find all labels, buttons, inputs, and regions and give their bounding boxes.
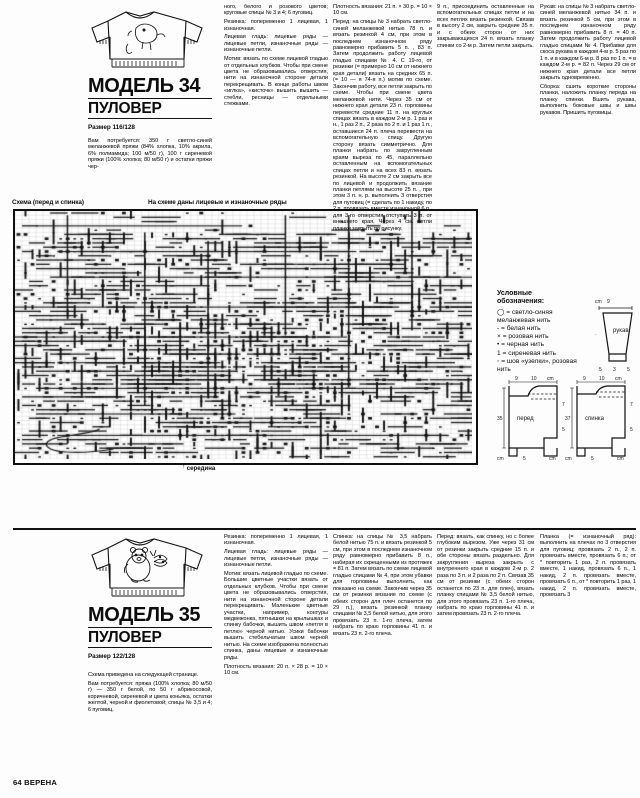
model34-column-3: Плотность вязания: 21 п. × 30 р. = 10 × 10 см. Перед: на спицы № 3 набрать светло-синей меланжевой нитью 78 п. и вязать резинкой 4 см, при этом в последнем изнаночном ряду равномерно прибавить 5 п. , 83 п. Затем продолжить работу лицевой гладью спицами № 4. С 19-го, от резинки (= примерно 10 см от нижнего края детали) вязать на средних 65 п. (= 10 — я 74-я п.) мотив по схеме. Закончив работу, все петли закрыть по схеме. Чтобы при смене цвета меланжевой нити. Через 35 см от нижнего края детали 23 п. горловины перевести средние 11 п. на круглых спицах вязать в каждом 2-м р. 1 раз и н., 1 раз 2 п., 2 раза по 2 п. и 1 раз 1 п., оставшиеся 24 п. плеча перевести на вспомогательную спицу. Другую сторону вязать симметрично. Для планки набрать по закругленным краям выреза по 45, параллельно оставленным на вспомогательных спицах петли и на всех 83 п. вязать резинкой. На высоте 2 см закрыть все по лицевой и продолжить вязание планки петлями на высоте 25 п. , при этом 3 п. н. р. выполнить 3 отверстия для пуговиц (= сделать по 1 накиду, по 2 п. провязать вместе изнаночной 6 п., для 3-го отверстия отступить 3 п. от внешнего края. Через 4 см. петли планки закрыть по рисунку.: [333, 4, 432, 232]
legend-title-line1: Условные: [497, 290, 532, 297]
legend-text: = сиреневая нить: [502, 349, 557, 357]
svg-text:9: 9: [515, 376, 518, 382]
svg-text:10: 10: [599, 376, 605, 382]
section-divider: [13, 528, 636, 530]
model35-column-5: Планка (= изнаночный ряд): выполнить на плечах по 3 отверстия для пуговиц; провязать 2 п., 2 п. провязать вместе, провязать 6 п.; от * повторить 1 раз, 2 п. провязать вместе, 1 накид, провязать 6 п., 1 накид, 2 п. провязать вместе, провязать 6 п., от * повторить 1 раз, 1 накид, 2 п. провязать вместе, провязать 3: [540, 534, 636, 599]
svg-text:35: 35: [497, 416, 503, 422]
model35-schema-ref: Схема приведена на следующей странице.: [88, 672, 199, 678]
svg-text:7: 7: [562, 402, 565, 408]
model34-title: МОДЕЛЬ 34: [88, 75, 201, 97]
model35-title: МОДЕЛЬ 35: [88, 604, 201, 626]
svg-text:3: 3: [613, 367, 616, 373]
model35-column-3: Спинка: на спицы № 3,5 набрать белой нитью 75 п. и вязать резинкой 5 см, при этом в последнем изнаночном ряду равномерно прибавить 8 п., набирая их скрещенными из протяжек = 81 п. Затем вязать по схеме лицевой гладью спицами № 4, при этом убавки для горловины выполнить, как показано на схеме. Закончив через 35 см от резинки вязание по схеме (с обеих сторон для плеч останется по 29 п.), вязать резинкой планку спицами № 3,5 белой нитью, для этого провязать 23 п. 1-го плеча, затем набрать по краю горловины 41 п. и вязать 23 п. 2-го плеча.: [333, 534, 432, 637]
svg-text:·: ·: [595, 332, 597, 338]
tech-label-back: спинка: [585, 416, 605, 422]
legend-text: = черная нить: [501, 341, 545, 349]
model35-materials: Вам потребуется: пряжа (100% хлопка; 80 м/50 г) — 350 г белой, по 50 г абрикосовой, коричневой, сиреневой и цвета коньяка, остатки желтой, черной и фиолетовой; спицы № 3,5 и 4; 6 пуговиц.: [88, 680, 212, 713]
model34-title-rule: [88, 98, 212, 100]
svg-text:5: 5: [523, 456, 526, 462]
model34-column-4a: 9 п., присоединить оставленные на вспомогательных спицах петли и на всех петлях вязать резинкой. Связав в высоту 2 см, закрыть средние 35 п. и с обеих сторон от них закрывающихся 24 п. вязать планку спинки со 2-м р. Затем петли закрыть.: [437, 4, 534, 49]
model34-subtitle-rule: [88, 118, 212, 119]
model35-subtitle-rule: [88, 647, 212, 648]
model34-size: Размер 116/128: [88, 124, 135, 131]
svg-text:cm: cm: [565, 456, 572, 462]
svg-text:7: 7: [630, 402, 633, 408]
legend-symbol: ×: [497, 333, 501, 341]
svg-text:5: 5: [599, 367, 602, 373]
svg-text:9: 9: [583, 376, 586, 382]
schema-note: На схеме даны лицевые и изнаночные ряды: [148, 199, 287, 206]
legend-symbol: ◯: [497, 308, 505, 316]
model35-intro: [88, 672, 212, 715]
legend-symbol: •: [497, 341, 500, 349]
chart-center-marker: ↑ середина: [182, 463, 216, 472]
svg-text:5: 5: [591, 456, 594, 462]
model34-column-2: ного, белого и розового цветов; круговые спицы № 3 и 4; 6 пуговиц. Резинка: попеременно 1 лицевая, 1 изнаночная. Лицевая гладь: лицевые ряды — лицевые петли, изнаночные ряды — изнаночные петли. Мотив: вязать по схеме лицевой гладью от отдельных клубков. Чтобы при смене цвета не образовывались отверстия, нити на изнаночной стороне детали перекрещивать. В конце работы швом «иглка», «кисточк» вышить вышить — стебли, ресницы — отдельными стежками.: [224, 4, 328, 108]
svg-text:10: 10: [531, 376, 537, 382]
svg-text:cm: cm: [497, 456, 504, 462]
model35-heading-block: [88, 605, 212, 650]
svg-text:cm: cm: [549, 456, 556, 462]
svg-text:cm: cm: [595, 299, 602, 305]
chart-grid: [15, 211, 476, 463]
svg-text:5: 5: [630, 427, 633, 433]
legend-symbol: -: [497, 325, 500, 332]
model34-subtitle: ПУЛОВЕР: [88, 99, 162, 117]
model35-column-4: Перед: вязать, как спинку, но с более глубоким вырезом. Уже через 31 см от резинки закрыть средние 15 п. и обе стороны вязать раздельно. Для закругления выреза закрыть с внутреннего края в каждом 2-м р. 2 раза по 3 п. и 2 раза по 2 п. Связав 35 см от резинки (с обеих сторон останется по 23 п. для плеч), вязать планку спицами № 3,5 белой нитью, для этого провязать 23 п. 1-го плеча, набрать по краю горловины 41 п. и затем провязать 23 п. 2-го плеча.: [437, 534, 534, 618]
legend-text: = белая нить: [501, 325, 541, 332]
svg-text:9: 9: [607, 299, 610, 305]
knitting-chart: [13, 209, 478, 465]
model35-title-rule: [88, 627, 212, 629]
model34-column-4b: Рукав: на спицы № 3 набрать светло-синей меланжевой нитью 34 п. и вязать резинкой 5 см, при этом в последнем изнаночном ряду равномерно прибавить 8 п. = 40 п. Затем продолжить работу лицевой гладью спицами № 4. Прибавки для скоса рукава в каждом 4-м р. 5 раз по 1 п. и в каждом 6-м р. 8 раз по 1 п. = в каждом 2-м р. = 82 п. Через 29 см от нижнего края детали все петли закрыть одновременно. Сборка: сшить короткие стороны планки, наложить планку переда на планку спинки. Вшить рукава, выполнить боковые швы и швы рукавов. Пришить пуговицы.: [540, 4, 636, 116]
model35-subtitle: ПУЛОВЕР: [88, 628, 162, 646]
svg-text:cm: cm: [547, 376, 554, 382]
legend-symbol: ◦: [497, 357, 500, 365]
legend-symbol: 1: [497, 349, 501, 357]
svg-text:5: 5: [627, 367, 630, 373]
model35-sweater-illustration: [88, 534, 206, 604]
svg-text:5: 5: [562, 427, 565, 433]
tech-label-front: перед: [517, 416, 534, 422]
schema-label: Схема (перед и спинка): [12, 199, 84, 206]
legend-title-line2: обозначения:: [497, 298, 545, 306]
legend-text: = светло-синяя меланжевая нить: [497, 308, 553, 324]
model35-column-2: Резинка: попеременно 1 лицевая, 1 изнаночная. Лицевая гладь: лицевые ряды — лицевые петли, изнаночные ряды — изнаночные петли. Мотив: вязать лицевой гладью по схеме. Большие цветные участки вязать от отдельных клубков. Чтобы при смене цвета не образовывались отверстия, нити на изнаночной стороне детали перекрещивать. Маленькие цветные участки, например, контуры медвежонка, пятнышки на крылышках и спинку бабочки, вышить швом «петля в петлю» черной нитью. Усики бабочки вышить стебельчатым швом черной нитью. На схеме изображена полностью спинка, даны лицевые и изнаночные ряды. Плотность вязания: 20 п. × 28 р. = 10 × 10 см.: [224, 534, 329, 676]
model34-heading-block: [88, 76, 212, 121]
page-footer: 64 ВЕРЕНА: [13, 778, 58, 787]
svg-text:37: 37: [565, 416, 571, 422]
model34-materials: Вам потребуется: 350 г светло-синей меланжевой пряжи (84% хлопка, 10% акрила, 6% полиамида; 100 м/50 г), 100 г сиреневой пряжи (100% хлопка; 80 м/50 г) и остатки пряжи чер-: [88, 138, 212, 170]
legend-text: = розовая нить: [502, 333, 549, 341]
model34-sweater-illustration: [88, 4, 206, 74]
technical-drawings: [495, 288, 640, 463]
svg-text:cm: cm: [615, 376, 622, 382]
svg-text:cm: cm: [617, 456, 624, 462]
tech-label-sleeve: рукав: [613, 328, 629, 334]
legend-text: = шов «узелки», розовая нить: [497, 357, 577, 373]
model35-size: Размер 122/128: [88, 653, 136, 660]
